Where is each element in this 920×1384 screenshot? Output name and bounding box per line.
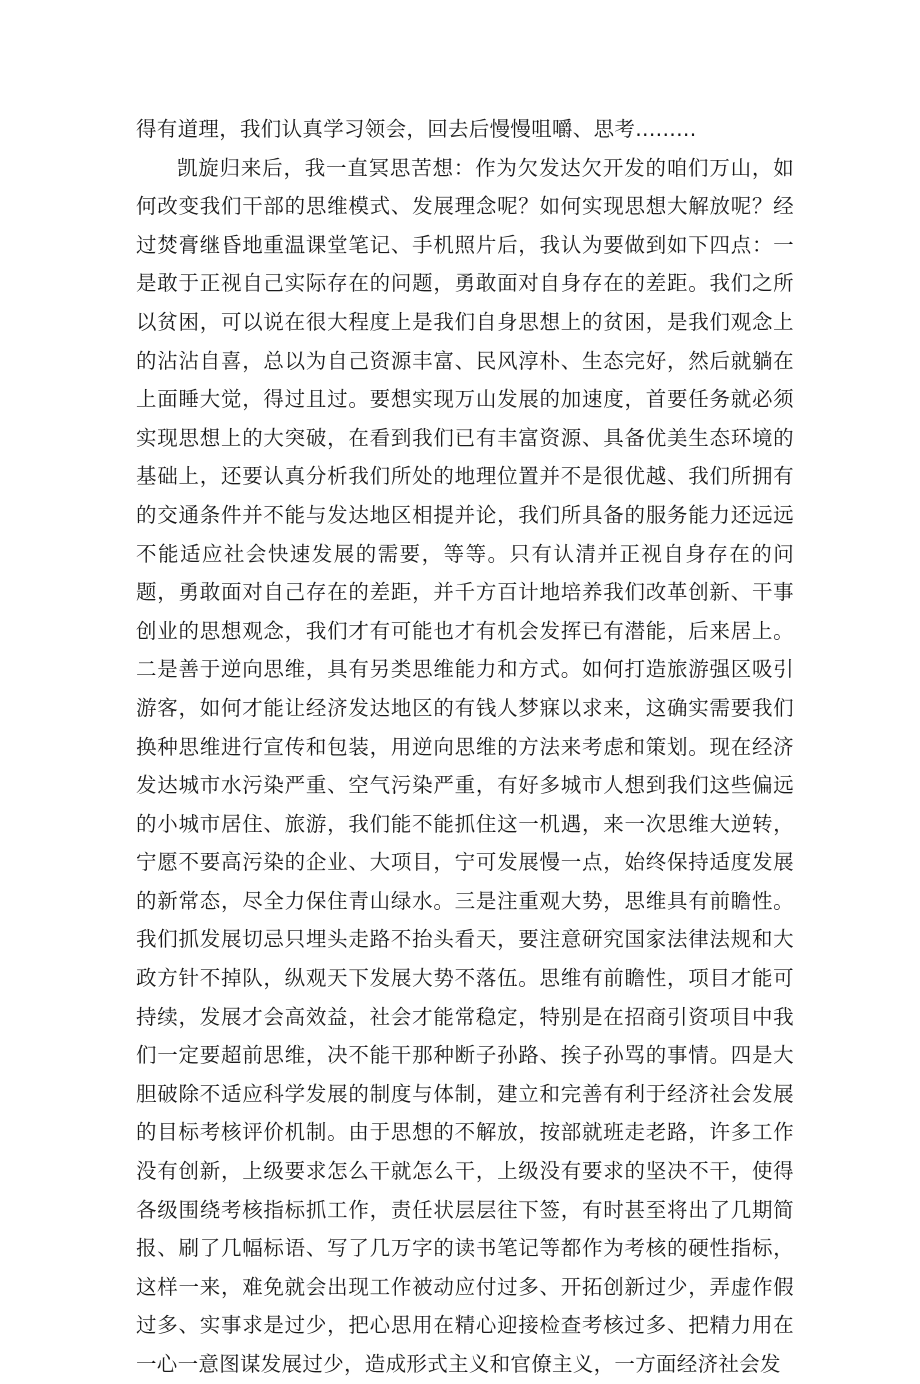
paragraph-main: 凯旋归来后，我一直冥思苦想：作为欠发达欠开发的咱们万山，如何改变我们干部的思维模式、发展理念呢？如何实现思想大解放呢？经过焚膏继昏地重温课堂笔记、手机照片后，我认为要做到如下四点：一是敢于正视自己实际存在的问题，勇敢面对自身存在的差距。我们之所以贫困，可以说在很大程度上是我们自身思想上的贫困，是我们观念上的沾沾自喜，总以为自己资源丰富、民风淳朴、生态完好，然后就躺在上面睡大觉，得过且过。要想实现万山发展的加速度，首要任务就必须实现思想上的大突破，在看到我们已有丰富资源、具备优美生态环境的基础上，还要认真分析我们所处的地理位置并不是很优越、我们所拥有的交通条件并不能与发达地区相提并论，我们所具备的服务能力还远远不能适应社会快速发展的需要，等等。只有认清并正视自身存在的问题，勇敢面对自己存在的差距，并千方百计地培养我们改革创新、干事创业的思想观念，我们才有可能也才有机会发挥已有潜能，后来居上。二是善于逆向思维，具有另类思维能力和方式。如何打造旅游强区吸引游客，如何才能让经济发达地区的有钱人梦寐以求来，这确实需要我们换种思维进行宣传和包装，用逆向思维的方法来考虑和策划。现在经济发达城市水污染严重、空气污染严重，有好多城市人想到我们这些偏远的小城市居住、旅游，我们能不能抓住这一机遇，来一次思维大逆转，宁愿不要高污染的企业、大项目，宁可发展慢一点，始终保持适度发展的新常态，尽全力保住青山绿水。三是注重观大势，思维具有前瞻性。我们抓发展切忌只埋头走路不抬头看天，要注意研究国家法律法规和大政方针不掉队，纵观天下发展大势不落伍。思维有前瞻性，项目才能可持续，发展才会高效益，社会才能常稳定，特别是在招商引资项目中我们一定要超前思维，决不能干那种断子孙路、挨子孙骂的事情。四是大胆破除不适应科学发展的制度与体制，建立和完善有利于经济社会发展的目标考核评价机制。由于思想的不解放，按部就班走老路，许多工作没有创新，上级要求怎么干就怎么干，上级没有要求的坚决不干，使得各级围绕考核指标抓工作，责任状层层往下签，有时甚至将出了几期简报、刷了几幅标语、写了几万字的读书笔记等都作为考核的硬性指标，这样一来，难免就会出现工作被动应付过多、开拓创新过少，弄虚作假过多、实事求是过少，把心思用在精心迎接检查考核过多、把精力用在一心一意图谋发展过少，造成形式主义和官僚主义，一方面经济社会发	[136, 155, 794, 1376]
paragraph-continuation: 得有道理，我们认真学习领会，回去后慢慢咀嚼、思考.........	[136, 117, 697, 141]
document-body	[136, 110, 794, 1384]
